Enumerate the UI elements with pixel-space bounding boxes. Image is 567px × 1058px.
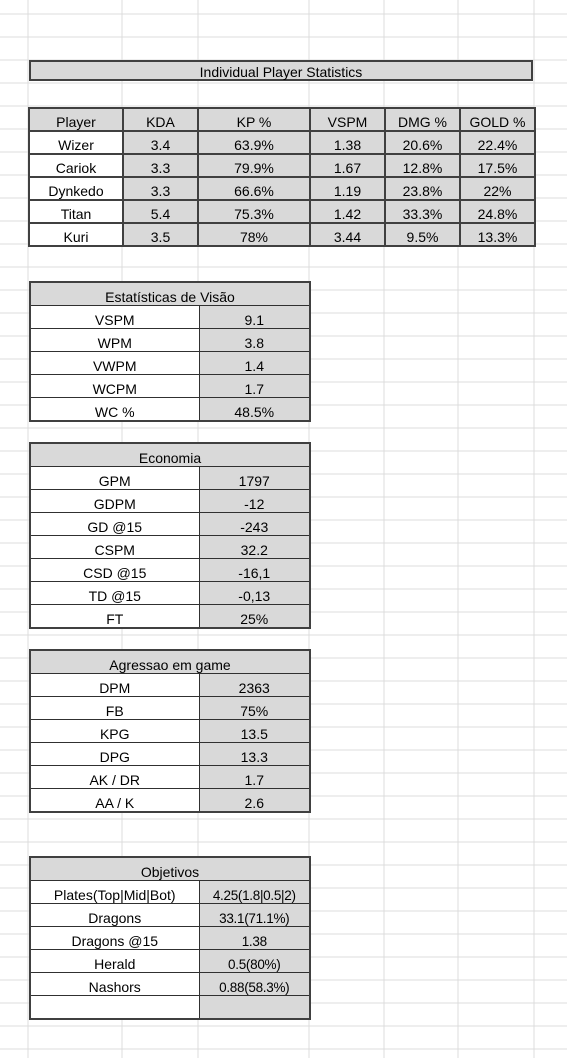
gold-cell[interactable]: 22%	[460, 177, 535, 200]
kp-cell[interactable]: 75.3%	[198, 200, 310, 223]
player-stats-table	[28, 107, 536, 247]
stat-value-cell[interactable]: 3.8	[199, 329, 310, 352]
kda-cell[interactable]: 3.3	[123, 154, 198, 177]
col-header-kda[interactable]: KDA	[123, 108, 198, 131]
table-row	[29, 223, 535, 246]
table-row	[30, 375, 310, 398]
dmg-cell[interactable]: 9.5%	[385, 223, 460, 246]
stat-label-cell[interactable]	[30, 996, 199, 1020]
table-row	[30, 329, 310, 352]
col-header-dmg[interactable]: DMG %	[385, 108, 460, 131]
vspm-cell[interactable]: 1.19	[310, 177, 385, 200]
table-row	[30, 996, 310, 1020]
stat-value-cell[interactable]: 32.2	[199, 536, 310, 559]
stat-value-cell[interactable]: 13.3	[199, 743, 310, 766]
dmg-cell[interactable]: 12.8%	[385, 154, 460, 177]
stat-label-cell[interactable]: FT	[30, 605, 199, 629]
stat-value-cell[interactable]: -243	[199, 513, 310, 536]
stat-label-cell[interactable]: CSPM	[30, 536, 199, 559]
vspm-cell[interactable]: 1.38	[310, 131, 385, 154]
stat-label-cell[interactable]: AA / K	[30, 789, 199, 813]
gold-cell[interactable]: 13.3%	[460, 223, 535, 246]
col-header-kp[interactable]: KP %	[198, 108, 310, 131]
stat-label-cell[interactable]: GDPM	[30, 490, 199, 513]
player-name-cell[interactable]: Titan	[29, 200, 123, 223]
table-row	[29, 177, 535, 200]
player-name-cell[interactable]: Kuri	[29, 223, 123, 246]
kp-cell[interactable]: 66.6%	[198, 177, 310, 200]
table-row	[30, 306, 310, 329]
stat-value-cell[interactable]: 2363	[199, 674, 310, 697]
table-row	[29, 131, 535, 154]
stat-value-cell[interactable]: 1.7	[199, 766, 310, 789]
stat-value-cell[interactable]: 0.88(58.3%)	[199, 973, 310, 996]
table-row	[30, 697, 310, 720]
stat-label-cell[interactable]: Nashors	[30, 973, 199, 996]
col-header-gold[interactable]: GOLD %	[460, 108, 535, 131]
objectives-title[interactable]: Objetivos	[30, 857, 310, 881]
stat-value-cell[interactable]: 0.5(80%)	[199, 950, 310, 973]
vision-stats-table	[29, 281, 311, 422]
stat-value-cell[interactable]: 25%	[199, 605, 310, 629]
player-name-cell[interactable]: Cariok	[29, 154, 123, 177]
kda-cell[interactable]: 3.5	[123, 223, 198, 246]
stat-value-cell[interactable]: 1.7	[199, 375, 310, 398]
table-row	[30, 513, 310, 536]
stat-value-cell[interactable]: 1.38	[199, 927, 310, 950]
table-row	[30, 559, 310, 582]
table-row	[30, 674, 310, 697]
table-row	[30, 927, 310, 950]
stat-label-cell[interactable]: FB	[30, 697, 199, 720]
table-row	[29, 154, 535, 177]
vspm-cell[interactable]: 3.44	[310, 223, 385, 246]
gold-cell[interactable]: 22.4%	[460, 131, 535, 154]
stat-value-cell[interactable]: 2.6	[199, 789, 310, 813]
player-stats-title[interactable]: Individual Player Statistics	[29, 60, 533, 81]
table-row	[30, 789, 310, 813]
stat-value-cell[interactable]: 1.4	[199, 352, 310, 375]
dmg-cell[interactable]: 23.8%	[385, 177, 460, 200]
stat-label-cell[interactable]: Herald	[30, 950, 199, 973]
stat-label-cell[interactable]: Plates(Top|Mid|Bot)	[30, 881, 199, 904]
stat-label-cell[interactable]: GPM	[30, 467, 199, 490]
stat-value-cell[interactable]: 33.1(71.1%)	[199, 904, 310, 927]
table-row	[30, 490, 310, 513]
stat-value-cell[interactable]: -16,1	[199, 559, 310, 582]
aggression-title[interactable]: Agressao em game	[30, 650, 310, 674]
stat-label-cell[interactable]: DPM	[30, 674, 199, 697]
stat-label-cell[interactable]: VSPM	[30, 306, 199, 329]
stat-label-cell[interactable]: KPG	[30, 720, 199, 743]
table-row	[30, 720, 310, 743]
table-row	[30, 352, 310, 375]
stat-value-cell[interactable]: 48.5%	[199, 398, 310, 422]
stat-value-cell[interactable]: 9.1	[199, 306, 310, 329]
col-header-vspm[interactable]: VSPM	[310, 108, 385, 131]
stat-label-cell[interactable]: WCPM	[30, 375, 199, 398]
vspm-cell[interactable]: 1.42	[310, 200, 385, 223]
table-row	[30, 536, 310, 559]
kp-cell[interactable]: 63.9%	[198, 131, 310, 154]
economy-stats-table	[29, 442, 311, 629]
player-name-cell[interactable]: Wizer	[29, 131, 123, 154]
stat-label-cell[interactable]: TD @15	[30, 582, 199, 605]
stat-label-cell[interactable]: AK / DR	[30, 766, 199, 789]
vision-title[interactable]: Estatísticas de Visão	[30, 282, 310, 306]
stat-label-cell[interactable]: DPG	[30, 743, 199, 766]
stat-value-cell[interactable]: -12	[199, 490, 310, 513]
kda-cell[interactable]: 3.3	[123, 177, 198, 200]
table-row	[30, 881, 310, 904]
stat-value-cell[interactable]: 13.5	[199, 720, 310, 743]
kda-cell[interactable]: 5.4	[123, 200, 198, 223]
kp-cell[interactable]: 78%	[198, 223, 310, 246]
table-row	[29, 200, 535, 223]
table-row	[30, 904, 310, 927]
stat-value-cell[interactable]: 1797	[199, 467, 310, 490]
table-row	[30, 950, 310, 973]
kda-cell[interactable]: 3.4	[123, 131, 198, 154]
stat-value-cell[interactable]: 75%	[199, 697, 310, 720]
stat-label-cell[interactable]: WPM	[30, 329, 199, 352]
aggression-stats-table	[29, 649, 311, 813]
gold-cell[interactable]: 24.8%	[460, 200, 535, 223]
dmg-cell[interactable]: 33.3%	[385, 200, 460, 223]
stat-label-cell[interactable]: CSD @15	[30, 559, 199, 582]
objectives-stats-table	[29, 856, 311, 1020]
table-row	[30, 398, 310, 422]
stat-value-cell[interactable]: -0,13	[199, 582, 310, 605]
table-header-row	[29, 108, 535, 131]
stat-value-cell[interactable]: 4.25(1.8|0.5|2)	[199, 881, 310, 904]
vspm-cell[interactable]: 1.67	[310, 154, 385, 177]
kp-cell[interactable]: 79.9%	[198, 154, 310, 177]
dmg-cell[interactable]: 20.6%	[385, 131, 460, 154]
stat-value-cell[interactable]	[199, 996, 310, 1020]
stat-label-cell[interactable]: Dragons @15	[30, 927, 199, 950]
stat-label-cell[interactable]: Dragons	[30, 904, 199, 927]
stat-label-cell[interactable]: VWPM	[30, 352, 199, 375]
table-row	[30, 467, 310, 490]
player-name-cell[interactable]: Dynkedo	[29, 177, 123, 200]
stat-label-cell[interactable]: GD @15	[30, 513, 199, 536]
economy-title[interactable]: Economia	[30, 443, 310, 467]
stat-label-cell[interactable]: WC %	[30, 398, 199, 422]
table-row	[30, 766, 310, 789]
col-header-player[interactable]: Player	[29, 108, 123, 131]
gold-cell[interactable]: 17.5%	[460, 154, 535, 177]
table-row	[30, 743, 310, 766]
table-row	[30, 973, 310, 996]
table-row	[30, 582, 310, 605]
table-row	[30, 605, 310, 629]
